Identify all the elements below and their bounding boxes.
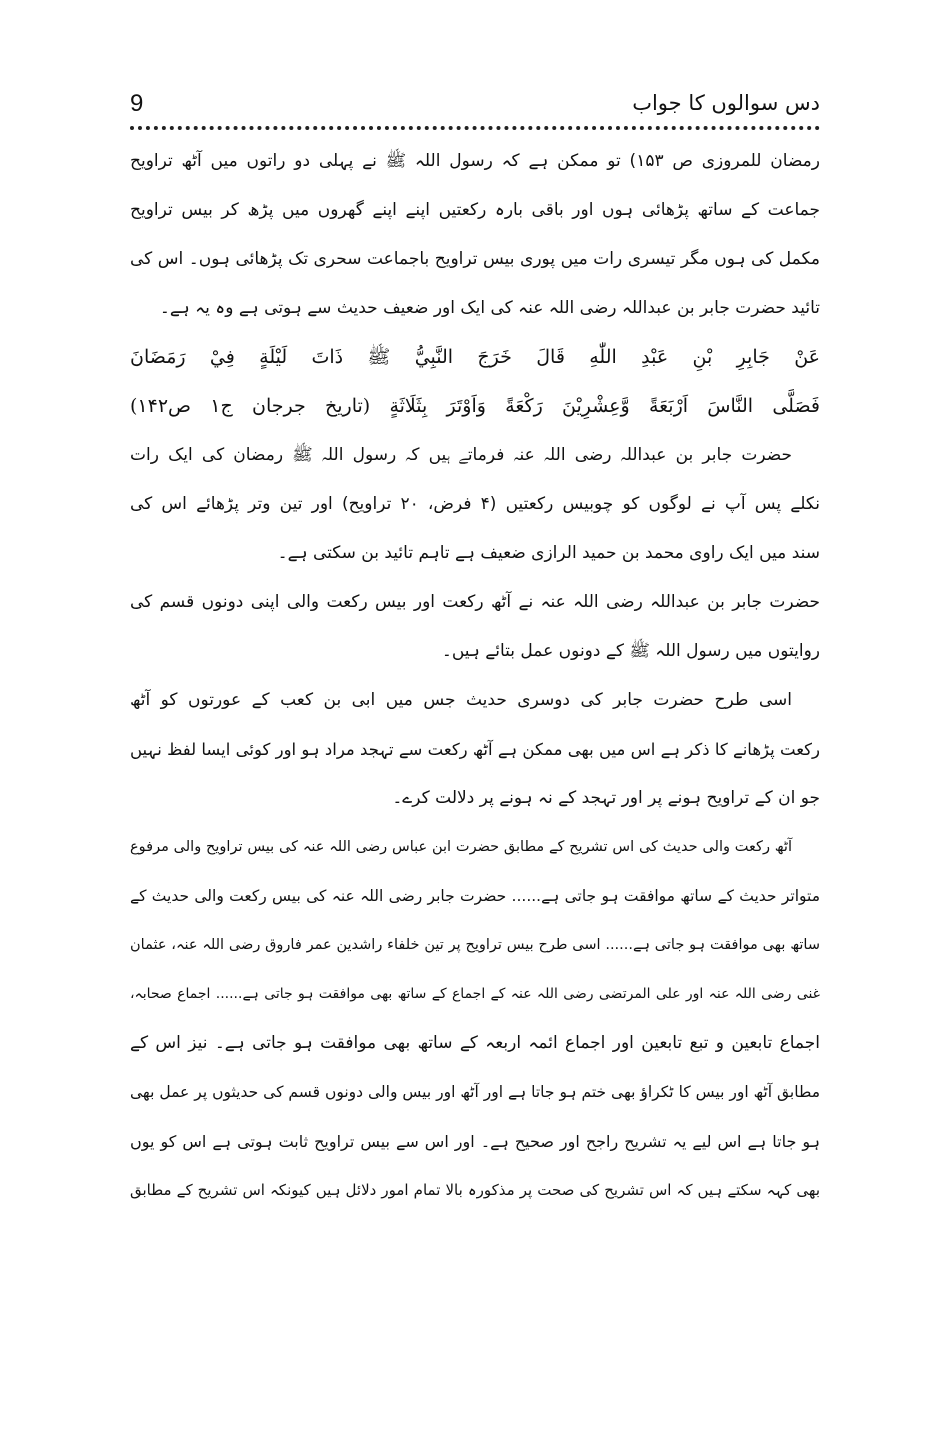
page-number: 9 <box>130 90 144 117</box>
text-line: نکلے پس آپ نے لوگوں کو چوبیس رکعتیں (۴ فرض، ۲۰ تراویح) اور تین وتر پڑھائے اس کی <box>130 494 820 514</box>
text-line: جماعت کے ساتھ پڑھائی ہوں اور باقی بارہ رکعتیں اپنے اپنے گھروں میں پڑھ کر بیس تراویح <box>130 200 820 220</box>
text-line: اجماع تابعین و تبع تابعین اور اجماع ائمہ اربعہ کے ساتھ بھی موافقت ہو جاتی ہے۔ نیز اس کے <box>130 1033 820 1053</box>
text-line: اسی طرح حضرت جابر کی دوسری حدیث جس میں ابی بن کعب کے عورتوں کو آٹھ <box>130 690 792 710</box>
text-line: حضرت جابر بن عبداللہ رضی اللہ عنہ فرماتے ہیں کہ رسول اللہ ﷺ رمضان کی ایک رات <box>130 445 792 465</box>
text-line: غنی رضی اللہ عنہ اور علی المرتضی رضی اللہ عنہ کے اجماع کے ساتھ بھی موافقت ہو جاتی ہے...... اجماع صحابہ، <box>130 986 820 1002</box>
text-line: روایتوں میں رسول اللہ ﷺ کے دونوں عمل بتائے ہیں۔ <box>441 641 820 661</box>
text-line: ہو جاتا ہے اس لیے یہ تشریح راجح اور صحیح ہے۔ اور اس سے بیس تراویح ثابت ہوتی ہے اس کو یوں <box>130 1132 820 1151</box>
text-line: مطابق آٹھ اور بیس کا ٹکراؤ بھی ختم ہو جاتا ہے اور آٹھ اور بیس والی دونوں قسم کی حدیثوں پر عمل بھی <box>130 1083 820 1101</box>
text-line: ساتھ بھی موافقت ہو جاتی ہے...... اسی طرح بیس تراویح پر تین خلفاء راشدین عمر فاروق رضی اللہ عنہ، عثمان <box>130 937 820 953</box>
text-line: مکمل کی ہوں مگر تیسری رات میں پوری بیس تراویح باجماعت سحری تک پڑھائی ہوں۔ اس کی <box>130 249 820 269</box>
text-line: سند میں ایک راوی محمد بن حمید الرازی ضعیف ہے تاہم تائید بن سکتی ہے۔ <box>277 543 820 563</box>
text-line: جو ان کے تراویح ہونے پر اور تہجد کے نہ ہونے پر دلالت کرے۔ <box>392 788 820 808</box>
hadith-arabic-line: فَصَلَّى النَّاسَ اَرْبَعَةً وَّعِشْرِيْنَ رَكْعَةً وَاَوْتَرَ بِثَلَاثَةٍ (تاریخ جرجان ج۱ ص۱۴۲) <box>130 395 820 417</box>
text-line: رمضان للمروزی ص ۱۵۳) تو ممکن ہے کہ رسول اللہ ﷺ نے پہلی دو راتوں میں آٹھ تراویح <box>130 151 820 171</box>
text-line: متواتر حدیث کے ساتھ موافقت ہو جاتی ہے...... حضرت جابر رضی اللہ عنہ کی بیس رکعت والی حدیث کے <box>130 887 820 905</box>
text-line: آٹھ رکعت والی حدیث کی اس تشریح کے مطابق حضرت ابن عباس رضی اللہ عنہ کی بیس تراویح والی مرفوع <box>130 839 792 855</box>
body-text <box>130 137 820 1215</box>
page-header <box>130 86 820 126</box>
text-line: حضرت جابر بن عبداللہ رضی اللہ عنہ نے آٹھ رکعت اور بیس رکعت والی اپنی دونوں قسم کی <box>130 592 820 612</box>
hadith-arabic-line: عَنْ جَابِرِ بْنِ عَبْدِ اللّٰهِ قَالَ خَرَجَ النَّبِيُّ ﷺ ذَاتَ لَيْلَةٍ فِيْ رَمَضَانَ <box>130 346 820 368</box>
text-line: رکعت پڑھانے کا ذکر ہے اس میں بھی ممکن ہے آٹھ رکعت سے تہجد مراد ہو اور کوئی ایسا لفظ نہیں <box>130 740 820 759</box>
running-title: دس سوالوں کا جواب <box>632 91 820 115</box>
text-line: بھی کہہ سکتے ہیں کہ اس تشریح کی صحت پر مذکورہ بالا تمام امور دلائل ہیں کیونکہ اس تشریح کے مطابق <box>130 1181 820 1199</box>
header-divider <box>130 126 820 130</box>
text-line: تائید حضرت جابر بن عبداللہ رضی اللہ عنہ کی ایک اور ضعیف حدیث سے ہوتی ہے وہ یہ ہے۔ <box>159 298 820 318</box>
